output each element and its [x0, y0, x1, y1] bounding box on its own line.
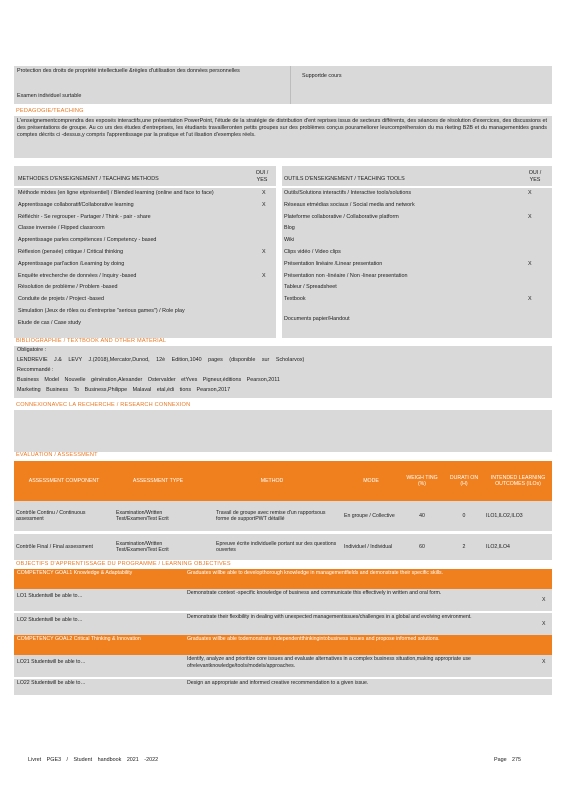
tool-item: Réseaux etmédias sociaux / Social media and network — [284, 201, 415, 208]
bib-line: Business Model Nouvelle génération,Alexander Ostervalder etYves Pigneur,éditions Pearson,2011 — [17, 377, 280, 383]
connexion-heading: CONNEXIONAVEC LA RECHERCHE / RESEARCH CONNEXION — [16, 402, 191, 408]
mode-cell: Individuel / Individual — [344, 543, 393, 550]
tool-yes-mark: X — [528, 213, 532, 220]
ilos-cell: ILO1,ILO2,ILO3 — [486, 512, 523, 519]
tool-item: Outils/Solutions interactifs / Interactive tools/solutions — [284, 190, 412, 196]
objectives-table — [14, 569, 552, 695]
bib-line: LENDREVIE J.& LEVY J.(2018),Mercator,Dunod, 12è Edition,1040 pages (disponible sur Scholarvox) — [17, 357, 305, 363]
lo-label: LO21 Studentwill be able to… — [17, 659, 86, 665]
assessment-table — [14, 461, 552, 560]
methods-table — [14, 166, 552, 338]
tool-item: Textbook — [284, 296, 306, 303]
lo-label: LO22 Studentwill be able to… — [17, 680, 86, 686]
lo-mark: X — [542, 597, 546, 603]
ilos-cell: ILO2,ILO4 — [486, 543, 510, 550]
top-right-cell: Supportde cours — [302, 73, 342, 79]
competency-goal: Graduates willbe able todemonstrate independentthinkingintobusiness issues and propose informed solutions. — [187, 636, 440, 642]
pedagogie-text: L'enseignementcomprendra des exposés interactifs,une présentation PowerPoint, l'étude de la stratégie de distribution d'ent reprises issus de secteurs différents, des séances de résolution d'exercices, des discussions et des présentations de groupe. Au co urs des études d'entreprises, les étudiants travailleronten petits groupes sur des problèmes conçus pourameliorer leurcompréhension du ma rketing B2B et du managementdes grands comptes décrits ci -dessus,y compris l'apprentissage par la pratique et l'ut ilisation d'exemples réels. — [17, 118, 547, 138]
method-cell: Travail de groupe avec remise d'un rapportsous forme de supportPWT détaillé — [216, 509, 326, 522]
method-item: Simulation (Jeux de rôles ou d'entreprise "serious games") / Role play — [18, 308, 185, 314]
table-row — [14, 501, 552, 531]
tool-item: Tableur / Spreadsheet — [284, 284, 337, 291]
objectives-heading: OBJECTIFS D'APPRENTISSAGE DU PROGRAMME / LEARNING OBJECTIVES — [16, 561, 231, 567]
type-cell: Examination/Written Test/Examen/Test Ecrit — [116, 540, 169, 553]
bib-line: Obligatoire : — [17, 347, 47, 353]
table-row — [14, 679, 552, 695]
lo-description: Demonstrate context -specific knowledge of business and communicate this effectively in written and oral form. — [187, 590, 442, 596]
method-item: Réfléchir - Se regrouper - Partager / Think - pair - share — [18, 213, 151, 220]
pedagogie-heading: PEDAGOGIE/TEACHING — [16, 108, 84, 114]
lo-description: Demonstrate their flexibility in dealing with unexpected managementissues/challenges in a global and evolving environment. — [187, 614, 472, 620]
method-yes-mark: X — [262, 201, 266, 208]
mode-cell: En groupe / Collective — [344, 512, 395, 519]
col-component: ASSESSMENT COMPONENT — [28, 477, 100, 484]
tool-item: Blog — [284, 225, 295, 232]
top-left-line-1: Protection des droits de propriété intellectuelle &règles d'utilisation des données personnelles — [17, 68, 240, 74]
method-item: Réflexion (pensée) critique / Critical thinking — [18, 249, 124, 255]
tool-item: Documents papier/Handout — [284, 316, 350, 322]
col-method: METHOD — [260, 477, 284, 484]
method-item: Apprentissage parles compétences / Competency - based — [18, 237, 157, 244]
tool-yes-mark: X — [528, 260, 532, 267]
evaluation-heading: EVALUATION / ASSESSMENT — [16, 452, 98, 458]
lo-description: Design an appropriate and informed creative recommendation to a given issue. — [187, 680, 369, 686]
col-weighting: WEIGH TING (%) — [406, 474, 438, 487]
bib-line: Recommandé : — [17, 367, 54, 373]
top-section — [14, 66, 552, 104]
tool-item: Présentation linéaire /Linear presentation — [284, 260, 383, 267]
component-cell: Contrôle Final / Final assessment — [16, 543, 93, 550]
col-type: ASSESSMENT TYPE — [132, 477, 184, 484]
table-row — [14, 534, 552, 560]
col-duration: DURATI ON (H) — [449, 474, 479, 487]
method-item: Apprentissage parl'action /Learning by doing — [18, 260, 125, 267]
component-cell: Contrôle Continu / Continuous assessment — [16, 509, 86, 522]
method-item: Classe inversée / Flipped classroom — [18, 225, 105, 232]
col-ilos: INTENDED LEARNING OUTCOMES (ILOs) — [490, 474, 546, 487]
tool-yes-mark: X — [528, 296, 532, 303]
table-row — [14, 613, 552, 635]
bibliography-heading: BIBLIOGRAPHIE / TEXTBOOK AND OTHER MATERIAL — [16, 338, 167, 344]
connexion-box — [14, 410, 552, 452]
competency-label: COMPETENCY GOAL2 Critical Thinking & Innovation — [17, 636, 141, 642]
footer-left: Livret PGE3 / Student handbook 2021 -2022 — [28, 757, 159, 763]
method-yes-mark: X — [262, 190, 266, 196]
method-cell: Epreuve écrite individuelle portant sur des questions ouvertes — [216, 540, 337, 553]
pedagogie-box — [14, 116, 552, 158]
lo-mark: X — [542, 621, 546, 627]
method-item: Enquête etrecherche de données / Inquiry -based — [18, 272, 137, 279]
lo-mark: X — [542, 659, 546, 665]
top-left-line-2: Examen individuel surtable — [17, 93, 82, 99]
lo-mark — [539, 679, 552, 695]
lo-label: LO1 Studentwill be able to… — [17, 593, 83, 599]
competency-label: COMPETENCY GOAL1 Knowledge & Adaptability — [17, 570, 133, 576]
tool-item: Présentation non -linéaire / Non -linear presentation — [284, 272, 408, 279]
method-item: Méthode mixtes (en ligne etprésentiel) / Blended learning (online and face to face) — [18, 190, 214, 196]
methods-left-header: METHODES D'ENSEIGNEMENT / TEACHING METHODS — [18, 176, 159, 182]
method-yes-mark: X — [262, 272, 266, 279]
col-mode: MODE — [363, 477, 379, 484]
competency-goal: Graduates willbe able to developthorough knowledge in managementfields and demonstrate their specific skills. — [187, 570, 444, 576]
method-item: Etude de cas / Case study — [18, 319, 81, 326]
methods-right-header: OUTILS D'ENSEIGNEMENT / TEACHING TOOLS — [284, 176, 405, 182]
bib-line: Marketing Business To Business,Philippe Malaval etal,édi tions Pearson,2017 — [17, 387, 231, 393]
method-item: Résolution de problème / Problem -based — [18, 284, 118, 291]
duration-cell: 0 — [462, 512, 466, 519]
tool-item: Plateforme collaborative / Collaborative platform — [284, 213, 399, 220]
competency-row — [14, 635, 552, 655]
weight-cell: 40 — [419, 512, 425, 519]
lo-label: LO2 Studentwill be able to… — [17, 617, 83, 623]
footer-page-label: Page — [494, 757, 507, 763]
tool-yes-mark: X — [528, 190, 532, 196]
methods-left-oui: OUI / YES — [255, 170, 269, 183]
competency-row — [14, 569, 552, 589]
method-item: Apprentissage collaboratif/Collaborative learning — [18, 201, 134, 208]
methods-right-oui: OUI / YES — [528, 170, 542, 183]
duration-cell: 2 — [462, 543, 466, 550]
tool-item: Wiki — [284, 237, 295, 244]
table-row — [14, 589, 552, 611]
assessment-header-row — [14, 461, 552, 501]
method-item: Conduite de projets / Project -based — [18, 296, 105, 303]
weight-cell: 60 — [419, 543, 425, 550]
type-cell: Examination/Written Test/Examen/Test Ecrit — [116, 509, 169, 522]
footer-page-number: 275 — [512, 757, 521, 763]
table-row — [14, 655, 552, 677]
bibliography-box — [14, 346, 552, 398]
lo-description: Identify, analyze and prioritize core issues and evaluate alternatives in a complex business situation,making appropriate use ofrelevantknowledge/tools/models/approaches. — [187, 656, 471, 669]
tool-item: Clips vidéo / Video clips — [284, 249, 341, 255]
method-yes-mark: X — [262, 249, 266, 255]
